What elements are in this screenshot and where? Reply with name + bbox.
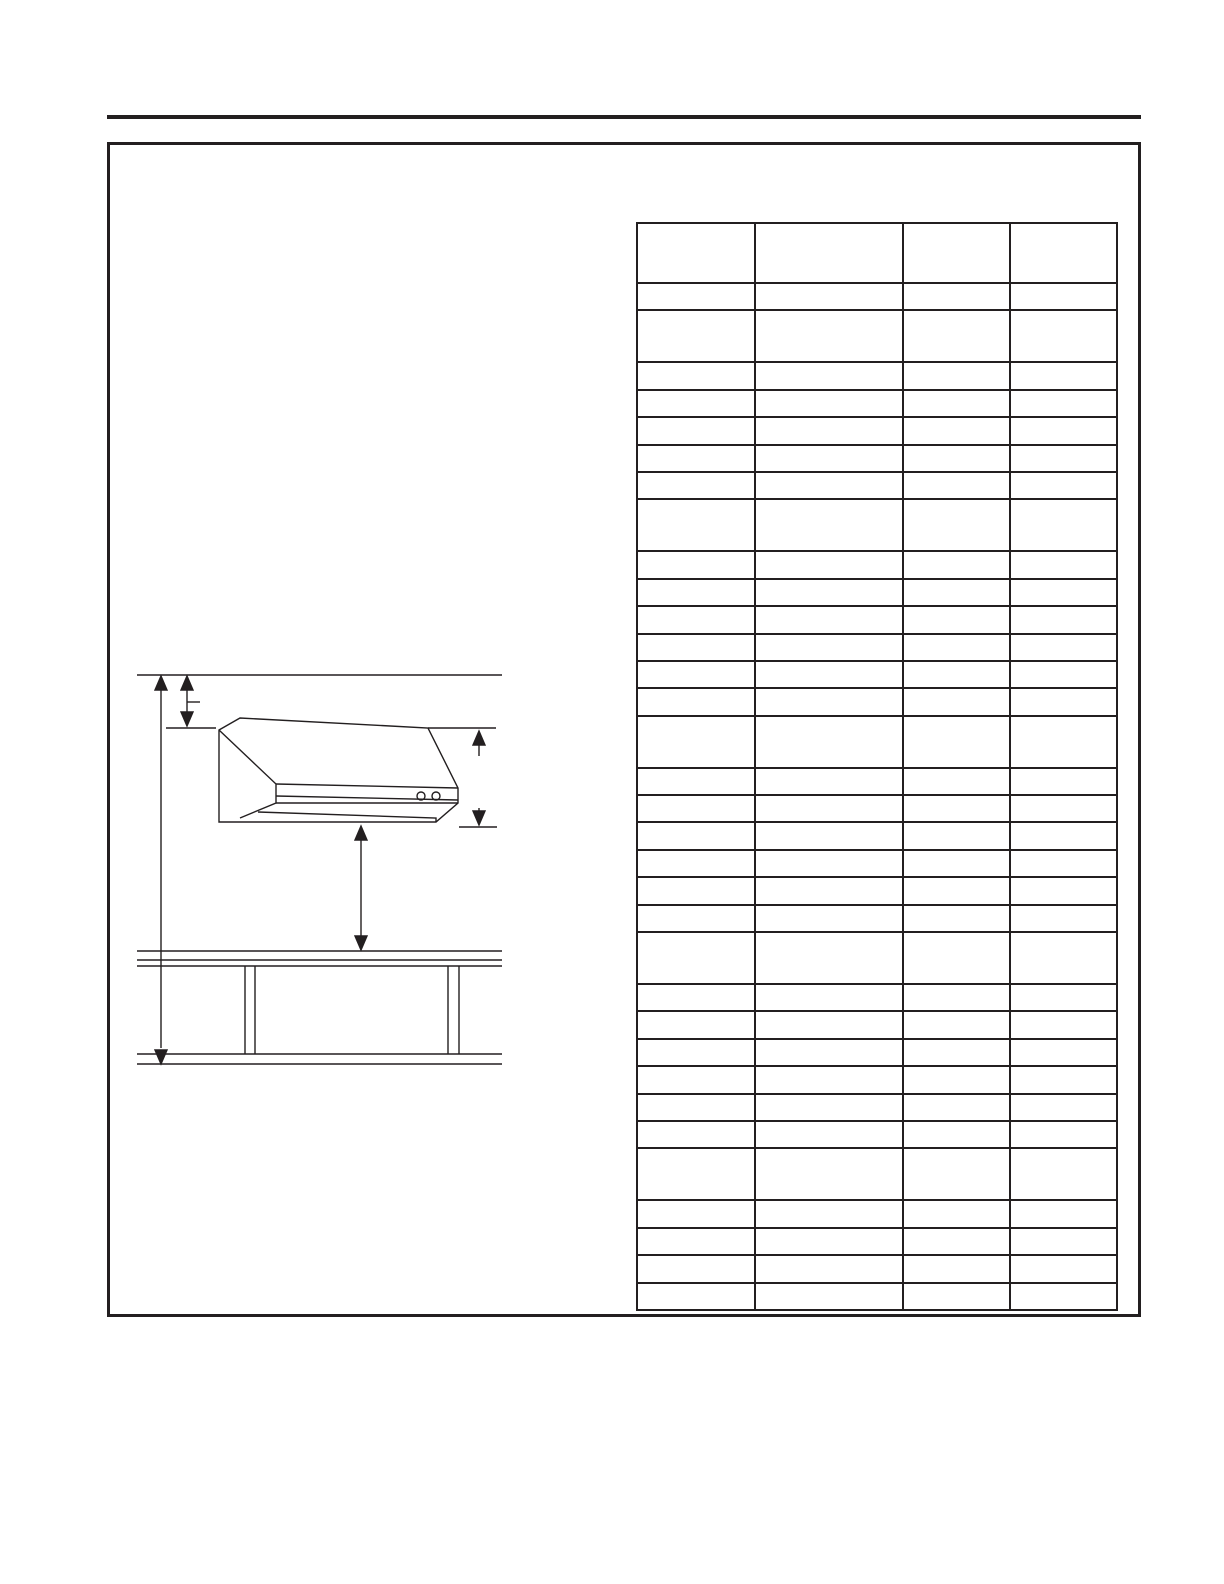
table-cell [755,579,903,606]
table-cell [903,362,1010,389]
table-row [637,1094,1117,1121]
table-cell [903,551,1010,578]
table-row [637,417,1117,444]
table-cell [903,472,1010,499]
table-row [637,932,1117,984]
table-cell [637,499,755,551]
table-cell [1010,390,1117,417]
table-cell [637,661,755,688]
table-row [637,634,1117,661]
table-cell [903,1255,1010,1282]
table-cell [637,768,755,795]
table-cell [1010,1148,1117,1200]
table-cell [903,606,1010,633]
table-cell [903,310,1010,362]
table-cell [903,1148,1010,1200]
table-cell [755,551,903,578]
table-cell [755,768,903,795]
table-cell [903,877,1010,904]
table-cell [1010,1011,1117,1038]
table-row [637,362,1117,389]
table-cell [1010,984,1117,1011]
table-row [637,1039,1117,1066]
table-cell [755,1094,903,1121]
table-cell [755,1039,903,1066]
table-cell [903,634,1010,661]
table-row [637,606,1117,633]
table-cell [755,822,903,849]
table-cell [903,661,1010,688]
table-cell [637,932,755,984]
table-cell [903,688,1010,715]
table-cell [1010,1200,1117,1227]
table-cell [755,499,903,551]
table-cell [755,1148,903,1200]
table-row [637,1228,1117,1255]
table-cell [1010,551,1117,578]
specification-table [636,222,1118,1311]
table-row [637,283,1117,310]
table-cell [1010,795,1117,822]
table-cell [755,390,903,417]
table-cell [1010,716,1117,768]
table-cell [1010,362,1117,389]
table-cell [755,877,903,904]
table-cell [1010,661,1117,688]
table-cell [1010,1228,1117,1255]
table-cell [903,1066,1010,1093]
table-cell [755,1283,903,1310]
table-cell [755,850,903,877]
table-cell [1010,850,1117,877]
table-cell [637,716,755,768]
table-row [637,472,1117,499]
table-cell [637,283,755,310]
table-cell [1010,768,1117,795]
table-cell [637,850,755,877]
table-row [637,905,1117,932]
table-cell [1010,1094,1117,1121]
range-hood [219,718,458,822]
table-cell [903,1094,1010,1121]
table-row [637,1011,1117,1038]
table-cell [1010,905,1117,932]
table-row [637,1066,1117,1093]
table-cell [1010,1283,1117,1310]
table-row [637,579,1117,606]
table-cell [637,634,755,661]
table-cell [1010,472,1117,499]
table-row [637,1121,1117,1148]
table-cell [755,688,903,715]
table-cell [903,417,1010,444]
table-cell [637,1121,755,1148]
table-cell [903,795,1010,822]
table-cell [903,905,1010,932]
table-cell [903,1121,1010,1148]
table-row [637,1255,1117,1282]
table-cell [637,877,755,904]
table-row [637,877,1117,904]
table-cell [755,606,903,633]
table-cell [1010,1039,1117,1066]
table-cell [1010,499,1117,551]
table-cell [903,1011,1010,1038]
table-cell [755,1121,903,1148]
table-cell [903,445,1010,472]
base-cabinet [245,966,459,1054]
table-cell [1010,932,1117,984]
table-row [637,499,1117,551]
table-cell [637,795,755,822]
table-row [637,768,1117,795]
table-cell [755,283,903,310]
table-cell [755,310,903,362]
table-cell [903,390,1010,417]
table-cell [637,606,755,633]
table-cell [637,579,755,606]
table-row [637,1200,1117,1227]
table-cell [637,1255,755,1282]
table-cell [1010,1066,1117,1093]
table-cell [755,634,903,661]
table-cell [903,850,1010,877]
table-cell [755,716,903,768]
table-cell [903,1283,1010,1310]
table-row [637,310,1117,362]
hood-control-knob [432,792,440,800]
table-row [637,1283,1117,1310]
table-cell [755,1066,903,1093]
table-cell [1010,688,1117,715]
table-cell [637,688,755,715]
table-cell [637,1228,755,1255]
table-cell [637,1283,755,1310]
table-cell [637,822,755,849]
table-cell [1010,1121,1117,1148]
table-cell [755,984,903,1011]
table-cell [755,472,903,499]
table-cell [1010,223,1117,283]
table-row [637,716,1117,768]
table-cell [1010,445,1117,472]
table-cell [1010,606,1117,633]
table-cell [903,283,1010,310]
table-cell [637,1148,755,1200]
table-cell [1010,417,1117,444]
table-cell [903,579,1010,606]
table-cell [637,551,755,578]
table-row [637,551,1117,578]
table-cell [1010,1255,1117,1282]
table-cell [903,716,1010,768]
table-cell [755,661,903,688]
table-cell [755,223,903,283]
table-cell [755,1200,903,1227]
table-row [637,850,1117,877]
table-cell [637,310,755,362]
table-cell [903,822,1010,849]
table-cell [637,1200,755,1227]
table-cell [1010,877,1117,904]
table-cell [637,1066,755,1093]
table-row [637,984,1117,1011]
table-cell [637,223,755,283]
table-cell [1010,822,1117,849]
table-cell [637,1039,755,1066]
table-cell [755,445,903,472]
table-row [637,1148,1117,1200]
table-cell [637,905,755,932]
table-cell [637,362,755,389]
table-cell [755,1011,903,1038]
table-cell [637,1094,755,1121]
table-cell [903,1200,1010,1227]
table-row [637,661,1117,688]
table-cell [903,1228,1010,1255]
table-row [637,390,1117,417]
table-cell [637,472,755,499]
table-cell [755,932,903,984]
table-cell [1010,283,1117,310]
table-cell [903,1039,1010,1066]
table-cell [637,984,755,1011]
table-cell [637,1011,755,1038]
table-cell [903,984,1010,1011]
table-row [637,445,1117,472]
table-cell [637,445,755,472]
table-cell [637,417,755,444]
table-cell [755,1255,903,1282]
table-cell [1010,579,1117,606]
table-cell [755,905,903,932]
table-cell [1010,634,1117,661]
table-cell [903,223,1010,283]
table-cell [903,932,1010,984]
table-row [637,822,1117,849]
table-cell [903,768,1010,795]
table-cell [755,362,903,389]
table-row [637,688,1117,715]
table-cell [637,390,755,417]
table-row [637,795,1117,822]
table-cell [903,499,1010,551]
table-cell [1010,310,1117,362]
table-header-row [637,223,1117,283]
table-cell [755,1228,903,1255]
table-cell [755,417,903,444]
table-cell [755,795,903,822]
